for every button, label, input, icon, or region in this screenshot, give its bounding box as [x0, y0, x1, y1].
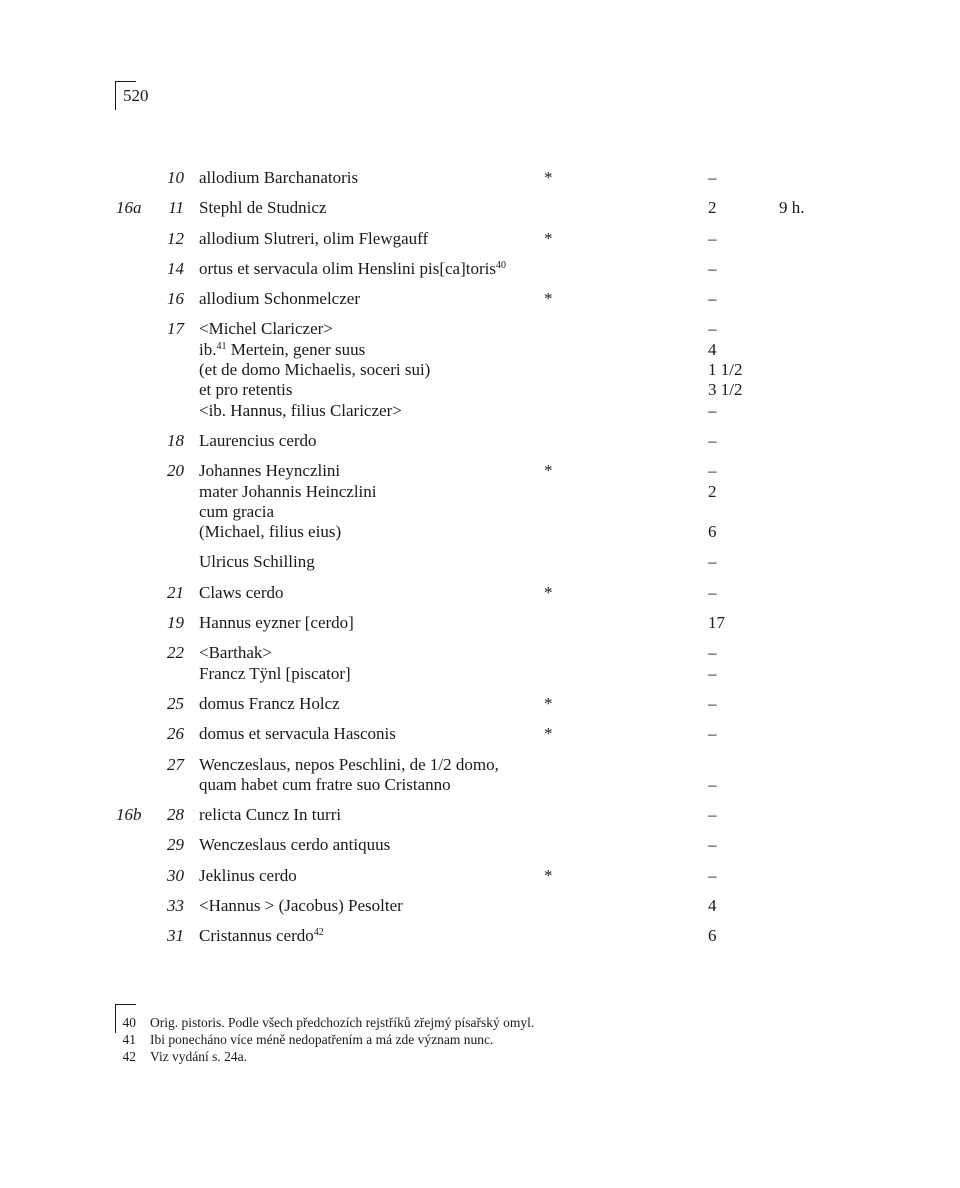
folio-label: 16a: [116, 198, 142, 218]
register-row: [0, 866, 960, 886]
entry-line: [199, 289, 960, 309]
footnote-number: 42: [122, 1049, 136, 1064]
entry-text: (Michael, filius eius): [199, 522, 342, 542]
amount: –: [708, 774, 717, 794]
register-row: [0, 583, 960, 603]
amount: 6: [708, 522, 717, 542]
amount: 1 1/2: [708, 360, 743, 380]
register-row: [0, 289, 960, 309]
entry-number: 27: [167, 754, 184, 774]
amount: 4: [708, 896, 717, 916]
register-row: [0, 755, 960, 796]
entry-line: [199, 583, 960, 603]
register-table: [0, 168, 960, 957]
amount: –: [708, 168, 717, 187]
entry-text: Johannes Heynczlini: [199, 461, 341, 481]
entry-number: 33: [167, 896, 184, 916]
entry-text: <ib. Hannus, filius Clariczer>: [199, 400, 402, 420]
entry-line: [199, 340, 960, 360]
entry-line: [199, 926, 960, 946]
asterisk-mark: *: [544, 168, 553, 187]
entry-number: 19: [167, 613, 184, 633]
entry-text: (et de domo Michaelis, soceri sui): [199, 360, 431, 380]
entry-number: 22: [167, 643, 184, 663]
entry-line: [199, 461, 960, 481]
entry-text: <Barthak>: [199, 643, 272, 663]
entry-text: allodium Schonmelczer: [199, 289, 360, 309]
register-row: [0, 724, 960, 744]
entry-text: domus Francz Holcz: [199, 693, 340, 713]
asterisk-mark: *: [544, 228, 553, 248]
entry-text: Jeklinus cerdo: [199, 865, 297, 885]
entry-text: et pro retentis: [199, 380, 293, 400]
entry-number: 17: [167, 319, 184, 339]
entry-line: [199, 613, 960, 633]
register-row: [0, 643, 960, 684]
register-row: [0, 259, 960, 279]
entry-line: [199, 482, 960, 502]
entry-line: [199, 664, 960, 684]
entry-text: Cristannus cerdo: [199, 926, 314, 946]
entry-line: [199, 401, 960, 421]
amount: 17: [708, 613, 725, 633]
entry-line: [199, 835, 960, 855]
entry-text: Claws cerdo: [199, 582, 284, 602]
entry-line: [199, 198, 960, 218]
footnote: [116, 1031, 876, 1048]
entry-line: [199, 755, 960, 775]
entry-text: Wenczeslaus cerdo antiquus: [199, 835, 391, 855]
footnotes: [116, 1014, 876, 1065]
register-row: [0, 896, 960, 916]
entry-text: mater Johannis Heinczlini: [199, 481, 377, 501]
footnote-text: Ibi ponecháno více méně nedopatřením a má zde význam nunc.: [150, 1032, 494, 1047]
entry-line: [199, 319, 960, 339]
register-row: [0, 229, 960, 249]
entry-line: [199, 522, 960, 542]
entry-text: relicta Cuncz In turri: [199, 805, 342, 825]
entry-number: 14: [167, 258, 184, 278]
entry-number: 28: [167, 805, 184, 825]
entry-number: 11: [168, 198, 184, 218]
amount: –: [708, 693, 717, 713]
entry-line: [199, 724, 960, 744]
amount: –: [708, 319, 717, 339]
entry-number: 26: [167, 724, 184, 744]
amount: –: [708, 461, 717, 481]
entry-number: 16: [167, 289, 184, 309]
entry-number: 25: [167, 693, 184, 713]
entry-line: [199, 431, 960, 451]
entry-number: 29: [167, 835, 184, 855]
extra-amount: 9 h.: [779, 198, 805, 218]
register-row: [0, 926, 960, 946]
register-row: [0, 694, 960, 714]
amount: –: [708, 582, 717, 602]
footnote-ref: 42: [313, 927, 324, 939]
asterisk-mark: *: [544, 461, 553, 481]
entry-line: [199, 866, 960, 886]
entry-number: 20: [167, 461, 184, 481]
register-row: [0, 552, 960, 572]
amount: –: [708, 663, 717, 683]
entry-text: Laurencius cerdo: [199, 430, 317, 450]
asterisk-mark: *: [544, 693, 553, 713]
register-row: [0, 431, 960, 451]
entry-line: [199, 360, 960, 380]
footnote-ref: 41: [216, 340, 227, 352]
entry-line: [199, 229, 960, 249]
register-row: [0, 805, 960, 825]
entry-line: [199, 380, 960, 400]
entry-number: 30: [167, 865, 184, 885]
footnote-ref: 40: [495, 259, 506, 271]
asterisk-mark: *: [544, 724, 553, 744]
amount: –: [708, 805, 717, 825]
entry-text: Ulricus Schilling: [199, 552, 315, 572]
footnote-number: 40: [122, 1015, 136, 1030]
amount: –: [708, 258, 717, 278]
footnote: [116, 1048, 876, 1065]
page-number: 520: [123, 86, 149, 105]
entry-text-continued: Mertein, gener suus: [226, 339, 366, 359]
entry-text: domus et servacula Hasconis: [199, 724, 396, 744]
footnote-text: Viz vydání s. 24a.: [150, 1049, 248, 1064]
amount: 3 1/2: [708, 380, 743, 400]
entry-text: Francz Tÿnl [piscator]: [199, 663, 351, 683]
footnote-text: Orig. pistoris. Podle všech předchozích rejstříků zřejmý písařský omyl.: [150, 1015, 535, 1030]
entry-text: cum gracia: [199, 501, 275, 521]
entry-line: [199, 805, 960, 825]
entry-text: Hannus eyzner [cerdo]: [199, 613, 354, 633]
entry-line: [199, 775, 960, 795]
amount: –: [708, 865, 717, 885]
amount: –: [708, 552, 717, 572]
amount: –: [708, 430, 717, 450]
entry-text: ib.: [199, 339, 217, 359]
register-row: [0, 613, 960, 633]
entry-number: 18: [167, 430, 184, 450]
amount: 6: [708, 926, 717, 946]
asterisk-mark: *: [544, 582, 553, 602]
register-row: [0, 461, 960, 542]
entry-line: [199, 259, 960, 279]
entry-text: <Hannus > (Jacobus) Pesolter: [199, 896, 403, 916]
footnote-number: 41: [122, 1032, 136, 1047]
entry-line: [199, 552, 960, 572]
entry-text: ortus et servacula olim Henslini pis[ca]toris: [199, 258, 496, 278]
entry-number: 12: [167, 228, 184, 248]
amount: –: [708, 228, 717, 248]
amount: –: [708, 400, 717, 420]
amount: 2: [708, 481, 717, 501]
asterisk-mark: *: [544, 289, 553, 309]
entry-line: [199, 643, 960, 663]
register-row: [0, 835, 960, 855]
amount: –: [708, 289, 717, 309]
amount: 4: [708, 339, 717, 359]
entry-line: [199, 502, 960, 522]
entry-text: quam habet cum fratre suo Cristanno: [199, 774, 451, 794]
amount: –: [708, 835, 717, 855]
entry-text: allodium Slutreri, olim Flewgauff: [199, 228, 429, 248]
entry-line: [199, 168, 960, 188]
amount: –: [708, 643, 717, 663]
asterisk-mark: *: [544, 865, 553, 885]
amount: 2: [708, 198, 717, 218]
entry-line: [199, 694, 960, 714]
entry-text: allodium Barchanatoris: [199, 168, 359, 187]
folio-label: 16b: [116, 805, 142, 825]
register-row: [0, 319, 960, 420]
entry-text: <Michel Clariczer>: [199, 319, 333, 339]
entry-line: [199, 896, 960, 916]
entry-number: 21: [167, 582, 184, 602]
entry-text: Stephl de Studnicz: [199, 198, 327, 218]
amount: –: [708, 724, 717, 744]
entry-number: 10: [167, 168, 184, 187]
entry-text: Wenczeslaus, nepos Peschlini, de 1/2 domo,: [199, 754, 499, 774]
register-row: [0, 198, 960, 218]
entry-number: 31: [167, 926, 184, 946]
register-row: [0, 168, 960, 188]
footnote: [116, 1014, 876, 1031]
